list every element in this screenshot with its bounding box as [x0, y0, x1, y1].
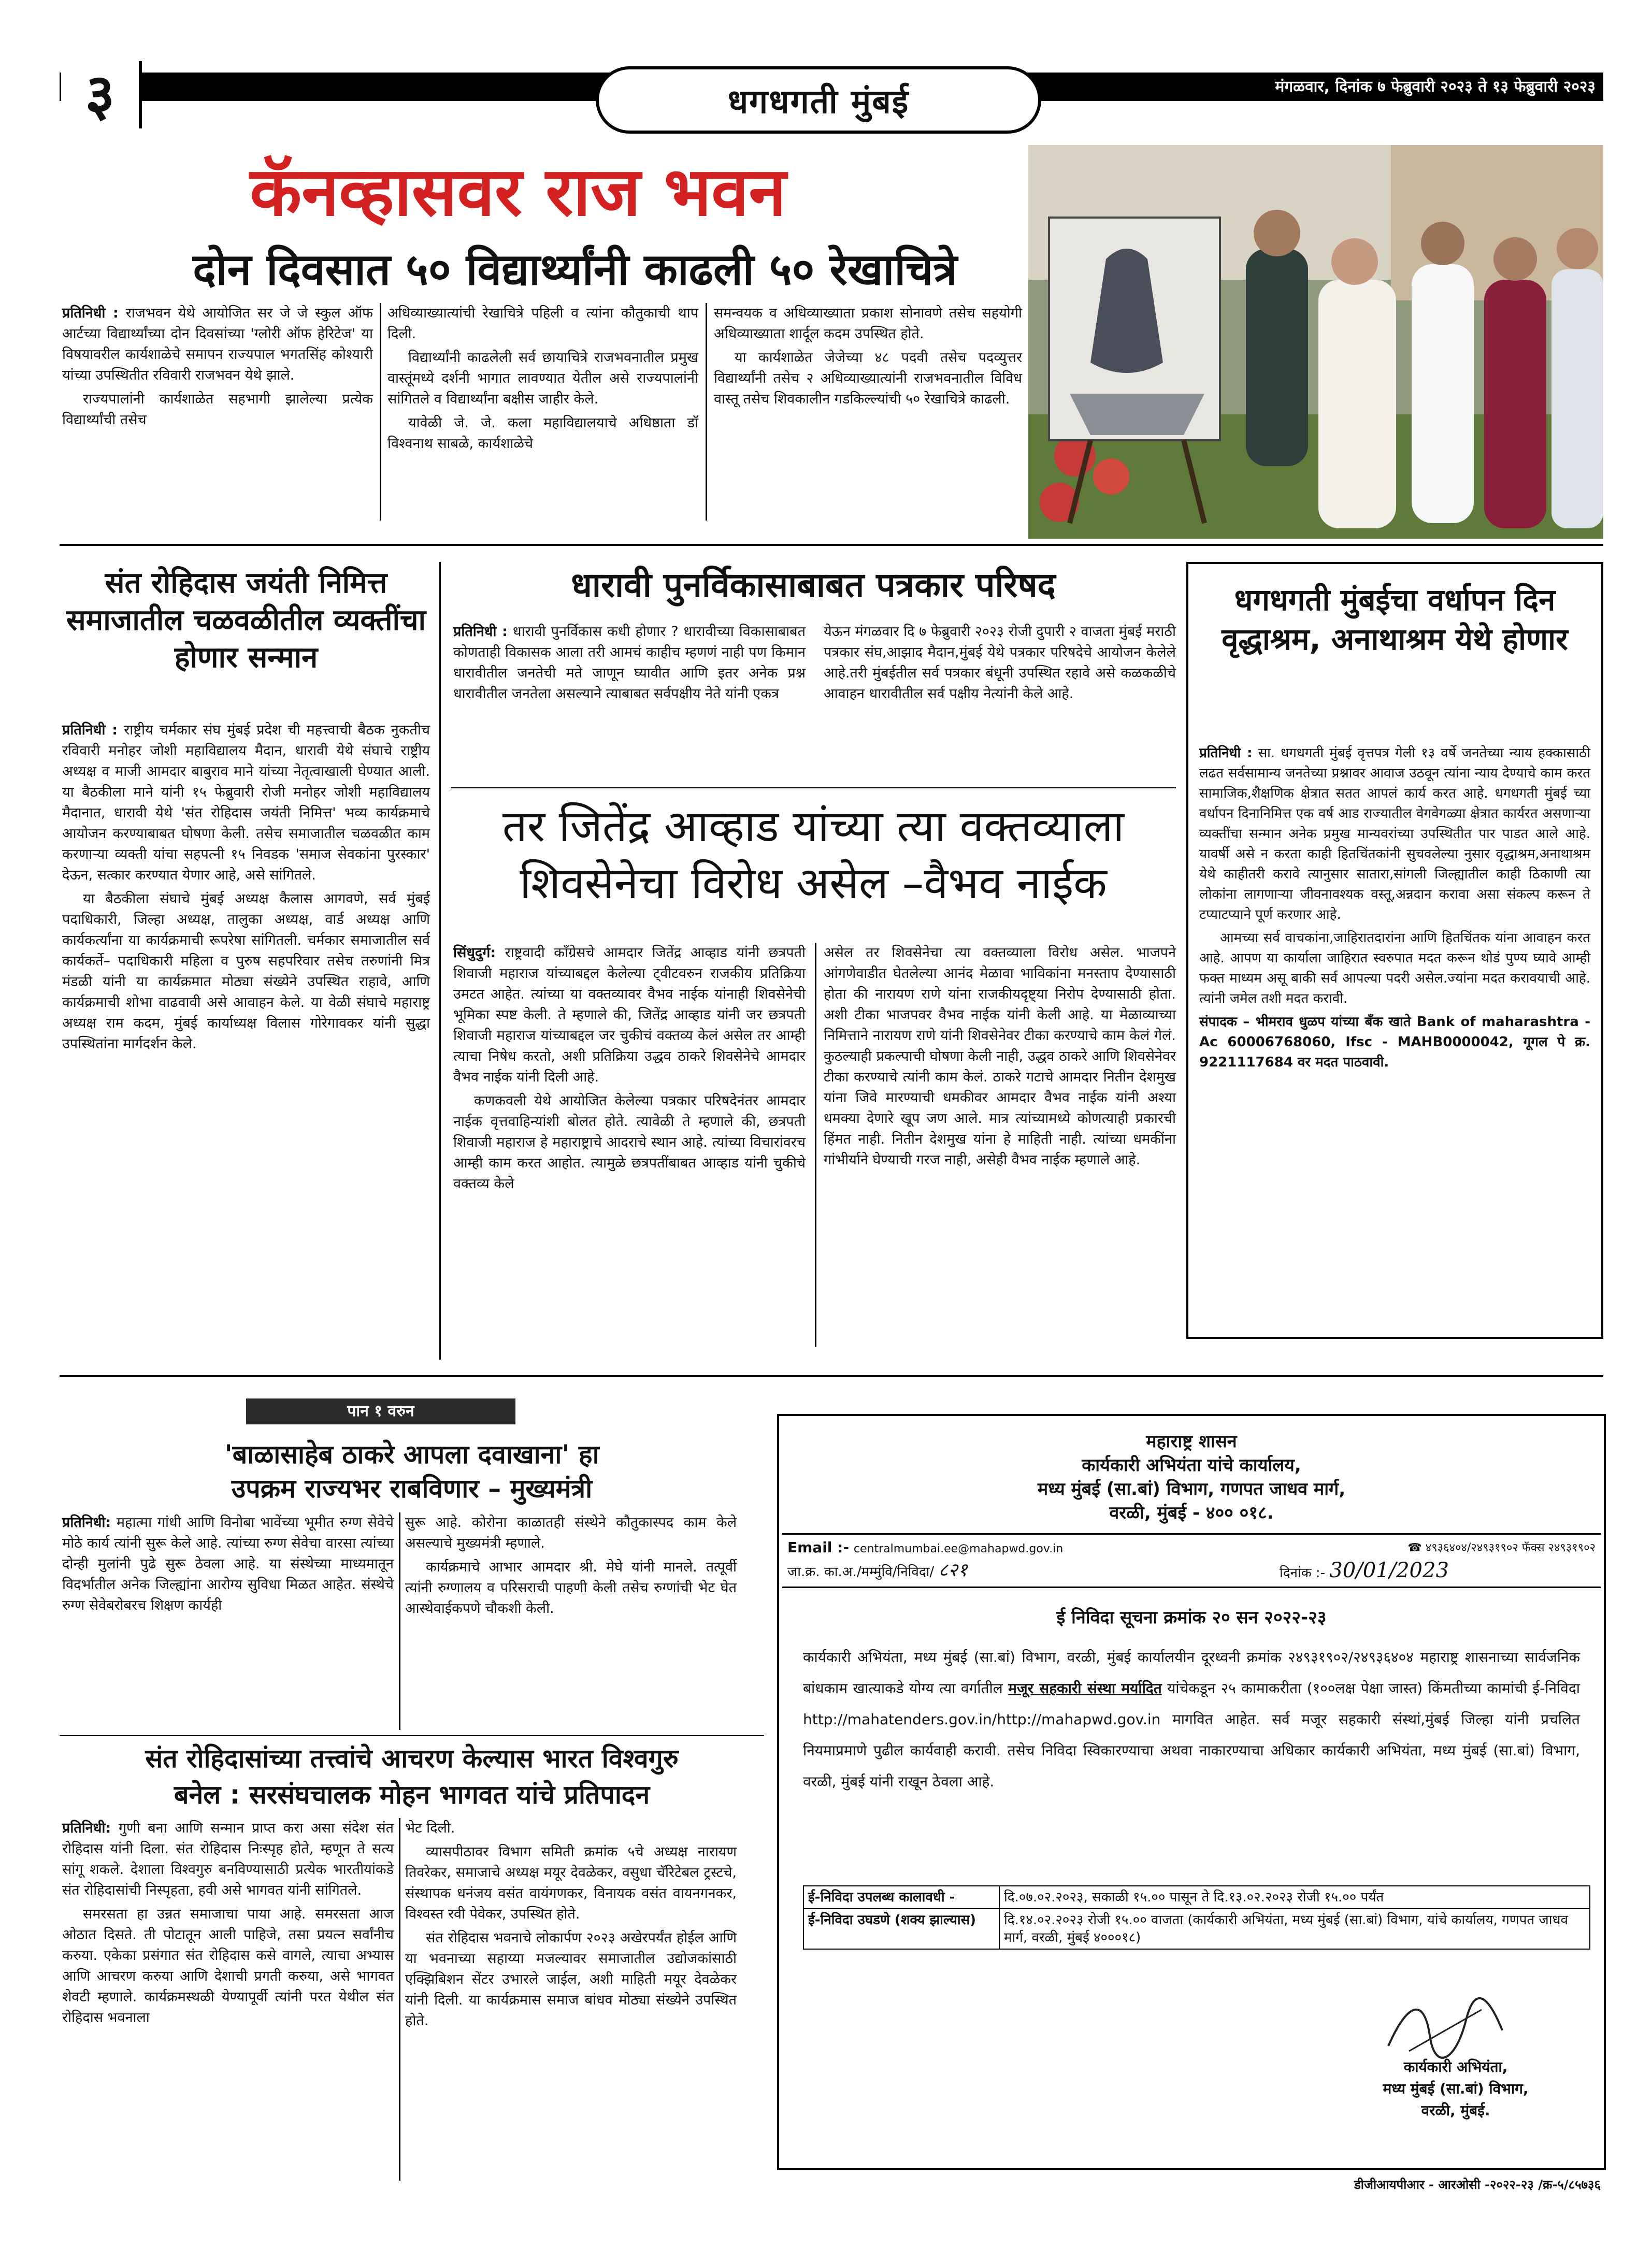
paragraph: संत रोहिदास भवनाचे लोकार्पण २०२३ अखेरपर्यंत होईल आणि या भवनाच्या सहाय्या मजल्यावर समाजातील उद्योजकांसाठी एक्झिबिशन सेंटर उभारले जाईल, अशी माहिती मयूर देवळेकर यांनी दिली. या कार्यक्रमास समाज बांधव मोठ्या संख्येने उपस्थित होते.	[405, 1930, 737, 2029]
tender-email-row	[787, 1537, 1254, 1560]
lead-photo	[1028, 145, 1603, 539]
bhagwat-column-2	[405, 1818, 737, 2035]
headline-line: तर जितेंद्र आव्हाड यांच्या त्या वक्तव्याला	[502, 801, 1125, 852]
email-address[interactable]: centralmumbai.ee@mahapwd.gov.in	[853, 1542, 1064, 1555]
paragraph: गुणी बना आणि सन्मान प्राप्त करा असा संदेश संत रोहिदास यांनी दिला. संत रोहिदास निःस्पृह होते, म्हणून ते सत्य सांगू शकले. देशाला विश्वगुरु बनविण्यासाठी प्रत्येक भारतीयांकडे संत रोहिदासांची निस्पृहता, हवी असे भागवत यांनी सांगितले.	[62, 1820, 394, 1898]
section-rule	[60, 1375, 1603, 1377]
issue-date: मंगळवार, दिनांक ७ फेब्रुवारी २०२३ ते १३ फेब्रुवारी २०२३	[1275, 78, 1596, 96]
tender-header-line: वरळी, मुंबई - ४०० ०१८.	[1109, 1503, 1274, 1523]
tender-body-text: मागवित आहेत. सर्व मजूर सहकारी संस्थां,मुंबई जिल्हा यांनी प्रचलित नियमाप्रमाणे पुढील कार्यवाही करावी. तसेच निविदा स्विकारण्याचा अथवा नाकारण्याचा अधिकार कार्यकारी अभियंता, मध्य मुंबई (सा.बां) विभाग, वरळी, मुंबई यांनी राखून ठेवला आहे.	[803, 1711, 1580, 1790]
paragraph: असेल तर शिवसेनेचा त्या वक्तव्याला विरोध असेल. भाजपने आंगणेवाडीत घेतलेल्या आनंद मेळावा भाविकांना मनस्ताप देण्यासाठी होता की नारायण राणे यांना राजकीयदृष्ट्या निरोप देण्यासाठी होता. अशी टीका भाजपवर वैभव नाईक यांनी केली आहे. या मेळाव्याच्या निमित्ताने नारायण राणे यांनी शिवसेनेवर टीका करण्याचे काम केलं गेलं. कुठल्याही प्रकल्पाची घोषणा केली नाही, उद्धव ठाकरे आणि शिवसेनेवर टीका करण्याचे त्यांनी काम केलं. ठाकरे गटाचे आमदार नितीन देशमुख यांना जिवे मारण्याची धमकीवर आमदार वैभव नाईक यांनी अश्या धमक्या देणारे खूप जण आले. मात्र त्यांच्यामध्ये कोणत्याही प्रकारची हिंमत नाही. नितीन देशमुख यांना हे माहिती नाही. त्यांच्या धमकींना गांभीर्याने घेण्याची गरज नाही, असेही वैभव नाईक म्हणाले आहे.	[824, 945, 1176, 1168]
tender-phone: ☎ ४९३६४०४/२४९३१९०२ फॅक्स २४९३१९०२	[1407, 1541, 1596, 1554]
signatory-line: वरळी, मुंबई.	[1421, 2102, 1490, 2119]
tender-body-highlight: मजूर सहकारी संस्था मर्यादित	[1008, 1680, 1162, 1697]
date-label: दिनांक :-	[1280, 1565, 1326, 1581]
headline-line: संत रोहिदासांच्या तत्त्वांचे आचरण केल्यास भारत विश्वगुरु	[145, 1743, 679, 1773]
paragraph: आमच्या सर्व वाचकांना,जाहिरातदारांना आणि हितचिंतक यांना आवाहन करत आहे. आपण या कार्याला जाहिरात स्वरुपात मदत करून थोडं पुण्य घ्यावे आम्ही फक्त माध्यम असू बाकी सर्व आपल्या पदरी असेल.ज्यांना मदत करावयाची आहे. त्यांनी जमेल तशी मदत करावी.	[1199, 930, 1590, 1006]
tender-body-text: यांचेकडून २५ कामाकरीता (१००लक्ष पेक्षा जास्त) किंमतीच्या कामांची ई-निविदा	[1167, 1680, 1580, 1697]
email-label: Email :-	[787, 1539, 849, 1556]
table-cell: ई-निविदा उपलब्ध कालावधी -	[803, 1886, 999, 1909]
awhad-headline	[451, 798, 1176, 912]
tender-header-line: मध्य मुंबई (सा.बां) विभाग, गणपत जाधव मार्ग,	[1037, 1479, 1346, 1499]
tender-signatory	[1326, 2056, 1585, 2122]
section-rule	[60, 544, 1603, 546]
ref-number: ८२१	[938, 1560, 968, 1581]
clinic-column-2	[405, 1512, 737, 1622]
byline: प्रतिनिधी:	[62, 1820, 111, 1836]
tender-ref-row	[787, 1560, 1254, 1582]
column-divider	[399, 1512, 400, 1730]
column-divider	[706, 303, 707, 521]
column-divider	[439, 562, 441, 1360]
paragraph: राजभवन येथे आयोजित सर जे जे स्कुल ऑफ आर्टच्या विद्यार्थ्यांच्या दोन दिवसांच्या 'ग्लोरी ऑफ हेरिटेज' या विषयावरील कार्यशाळेचे समापन राज्यपाल भगतसिंह कोश्यारी यांच्या उपस्थितीत रविवारी राजभवन येथे झाले.	[62, 305, 373, 383]
column-divider	[815, 943, 816, 1347]
clinic-column-1	[62, 1512, 394, 1619]
table-cell: दि.१४.०२.२०२३ रोजी १५.०० वाजता (कार्यकारी अभियंता, मध्य मुंबई (सा.बां) विभाग, यांचे कार्यालय, गणपत जाधव मार्ग, वरळी, मुंबई ४०००१८)	[999, 1909, 1590, 1949]
dharavi-headline: धारावी पुनर्विकासाबाबत पत्रकार परिषद	[571, 565, 1056, 605]
paragraph: विद्यार्थ्यांनी काढलेली सर्व छायाचित्रे राजभवनातील प्रमुख वास्तूंमध्ये दर्शनी भागात लावण्यात येतील असे राज्यपालांनी सांगितले व विद्यार्थ्यांना बक्षीस जाहीर केले.	[387, 350, 698, 407]
signatory-line: कार्यकारी अभियंता,	[1403, 2058, 1508, 2075]
lead-column-1	[62, 303, 373, 434]
rohidas-honour-body	[62, 720, 430, 1058]
paragraph: अधिव्याख्यात्यांची रेखाचित्रे पहिली व त्यांना कौतुकाची थाप दिली.	[387, 305, 698, 342]
dharavi-column-2	[824, 622, 1176, 708]
column-divider	[380, 303, 381, 521]
bhagwat-headline	[60, 1740, 764, 1813]
tender-notice-title: ई निविदा सूचना क्रमांक २० सन २०२२-२३	[1056, 1607, 1327, 1628]
paragraph: कणकवली येथे आयोजित केलेल्या पत्रकार परिषदेनंतर आमदार नाईक वृत्तवाहिन्यांशी बोलत होते. त्यावेळी ते म्हणाले की, छत्रपती शिवाजी महाराज हे महाराष्ट्राचे आदराचे स्थान आहे. त्यांच्या विचारांवरच आम्ही काम करत आहोत. त्यामुळे छत्रपतींबाबत आव्हाड यांनी चुकीचे वक्तव्य केले	[453, 1093, 806, 1192]
paragraph: व्यासपीठावर विभाग समिती क्रमांक ५चे अध्यक्ष नारायण तिवरेकर, समाजाचे अध्यक्ष मयूर देवळेकर, वसुधा चॅरिटेबल ट्रस्टचे, संस्थापक धनंजय वसंत वायंगणकर, विनायक वसंत वायनगनकर, विश्वस्त रवी पेवेकर, उपस्थित होते.	[405, 1844, 737, 1922]
table-row	[803, 1909, 1590, 1949]
tender-header-line: महाराष्ट्र शासन	[1146, 1431, 1237, 1452]
tender-footer-code: डीजीआयपीआर - आरओसी -२०२२-२३ /क्र-५/८५७३६	[1354, 2178, 1601, 2192]
section-rule	[451, 787, 1176, 788]
byline: प्रतिनिधी :	[453, 624, 508, 640]
headline-line: शिवसेनेचा विरोध असेल –वैभव नाईक	[520, 858, 1107, 909]
continued-from-tag: पान १ वरुन	[246, 1398, 515, 1424]
tender-body	[803, 1642, 1580, 1797]
paragraph: समरसता हा उन्नत समाजाचा पाया आहे. समरसता आज ओठात दिसते. ती पोटातून आली पाहिजे, तसा प्रयत्न सर्वांनीच करुया. एकेका प्रसंगात संत रोहिदास कसे वागले, त्याचा अभ्यास आणि आचरण करुया आणि देशाची प्रगती करुया, असे भागवत शेवटी म्हणाले. कार्यक्रमस्थळी येण्यापूर्वी त्यांनी परत येथील संत रोहिदास भवनाला	[62, 1906, 394, 2026]
tender-date-row	[1280, 1560, 1596, 1583]
awhad-column-2	[824, 943, 1176, 1174]
paragraph: राज्यपालांनी कार्यशाळेत सहभागी झालेल्या प्रत्येक विद्यार्थ्यांची तसेच	[62, 391, 373, 428]
tender-header	[782, 1430, 1601, 1525]
table-cell: ई-निविदा उघडणे (शक्य झाल्यास)	[803, 1909, 999, 1949]
paragraph: सा. धगधगती मुंबई वृत्तपत्र गेली १३ वर्षे जनतेच्या न्याय हक्कासाठी लढत सर्वसामान्य जनतेच्या प्रश्नावर आवाज उठवून त्यांना न्याय देण्याचे काम करत सामाजिक,शैक्षणिक क्षेत्रात सतत आपलं कार्य करत आहे. धगधगती मुंबई च्या वर्धापन दिनानिमित्त एक वर्ष आड राज्यातील वेगवेगळ्या क्षेत्रात कार्यरत असणाऱ्या व्यक्तींचा सन्मान अनेक प्रमुख मान्यवरांच्या उपस्थितीत पार पाडत आले आहे. यावर्षी असे न करता काही हितचिंतकांनी सुचवलेल्या नुसार वृद्धाश्रम,अनाथाश्रम येथे काहीतरी करावे त्यानुसार सातारा,सांगली जिल्ह्यातील काही ठिकाणी त्या लोकांना लागणाऱ्या जीवनावश्यक वस्तू,अन्नदान करावा असा संकल्प करून ते टप्याटप्याने पूर्ण करणार आहे.	[1199, 745, 1591, 922]
paragraph: राष्ट्रवादी काँग्रेसचे आमदार जितेंद्र आव्हाड यांनी छत्रपती शिवाजी महाराज यांच्याबद्दल केलेल्या ट्वीटवरुन राजकीय प्रतिक्रिया उमटत आहेत. त्यांच्या या वक्तव्यावर वैभव नाईक यांनाही शिवसेनेची भूमिका स्पष्ट केली. ते म्हणाले की, जितेंद्र आव्हाड यांनी जर छत्रपती शिवाजी महाराज यांच्याबद्दल जर चुकीचं वक्तव्य केलं असेल तर आम्ही त्याचा निषेध करतो, अशी प्रतिक्रिया उद्धव ठाकरे शिवसेनेचे आमदार वैभव नाईक यांनी दिली आहे.	[453, 945, 806, 1085]
headline-line: 'बाळासाहेब ठाकरे आपला दवाखाना' हा	[224, 1439, 599, 1469]
column-divider	[399, 1818, 400, 2181]
byline: प्रतिनिधी:	[62, 1515, 111, 1531]
byline: प्रतिनिधी :	[1199, 745, 1253, 761]
byline: प्रतिनिधी :	[62, 722, 118, 738]
tender-header-line: कार्यकारी अभियंता यांचे कार्यालय,	[1082, 1455, 1301, 1476]
table-cell: दि.०७.०२.२०२३, सकाळी १५.०० पासून ते दि.१३.०२.२०२३ रोजी १५.०० पर्यंत	[999, 1886, 1590, 1909]
headline-line: बनेल : सरसंघचालक मोहन भागवत यांचे प्रतिपादन	[174, 1780, 650, 1810]
byline: प्रतिनिधी :	[62, 305, 119, 321]
lead-subheadline: दोन दिवसात ५० विद्यार्थ्यांनी काढली ५० रेखाचित्रे	[193, 244, 957, 295]
paragraph: राष्ट्रीय चर्मकार संघ मुंबई प्रदेश ची महत्त्वाची बैठक नुकतीच रविवारी मनोहर जोशी महाविद्यालय मैदान, धारावी येथे संघाचे राष्ट्रीय अध्यक्ष व माजी आमदार बाबुराव माने यांच्या नेतृत्वाखाली घेण्यात आली. या बैठकीला माने यांनी १५ फेब्रुवारी रोजी मनोहर जोशी महाविद्यालय मैदानात, धारावी येथे 'संत रोहिदास जयंती निमित्त' भव्य कार्यक्रमाचे आयोजन करण्याबाबत घोषणा केली. तसेच समाजातील चळवळीत काम करणाऱ्या व्यक्ती यांचा सहपत्नी १५ निवडक 'समाज सेवकांना पुरस्कार' देऊन, सत्कार करण्यात येणार आहे, असे सांगितले.	[62, 722, 430, 883]
ref-label: जा.क्र. का.अ./मम्मुंवि/निविदा/	[787, 1564, 935, 1580]
byline: सिंधुदुर्ग:	[453, 945, 496, 961]
clinic-headline	[60, 1437, 764, 1506]
page-number: ३	[61, 61, 142, 128]
anniversary-headline: धगधगती मुंबईचा वर्धापन दिन वृद्धाश्रम, अनाथाश्रम येथे होणार	[1222, 582, 1568, 657]
bank-details: संपादक – भीमराव धुळप यांच्या बँक खाते Bank of maharashtra - Ac 60006768060, Ifsc - MAHB0000042, गूगल पे क्र. 9221117684 वर मदत पाठवावी.	[1199, 1014, 1590, 1070]
headline-line: उपक्रम राज्यभर राबविणार – मुख्यमंत्री	[231, 1474, 593, 1504]
table-row	[803, 1886, 1590, 1909]
paragraph: यावेळी जे. जे. कला महाविद्यालयाचे अधिष्ठाता डॉ विश्वनाथ साबळे, कार्यशाळेचे	[387, 415, 698, 452]
handwritten-date: 30/01/2023	[1329, 1559, 1449, 1582]
tender-body-text: कार्यकारी अभियंता, मध्य मुंबई (सा.बां) विभाग, वरळी, मुंबई कार्यालयीन दूरध्वनी क्रमांक २४९३१९०२/२४९३६४०४ महाराष्ट्र शासनाच्या सार्वजनिक बांधकाम खात्याकडे योग्य त्या वर्गातील	[803, 1649, 1580, 1697]
paragraph: धारावी पुनर्विकास कधी होणार ? धारावीच्या विकासाबाबत कोणताही विकासक आला तरी आमचं काहीच म्हणणं नाही पण किमान धारावीतील जनतेची मते जाणून घ्यावीत आणि इतर अनेक प्रश्न धारावीतील जनतेला असल्याने त्याबाबत सर्वपक्षीय नेते यांनी एकत्र	[453, 624, 806, 702]
logo-text: धगधगती मुंबई	[727, 82, 910, 121]
paragraph: समन्वयक व अधिव्याख्याता प्रकाश सोनावणे तसेच सहयोगी अधिव्याख्याता शार्दूल कदम उपस्थित होते.	[714, 305, 1022, 342]
awhad-column-1	[453, 943, 806, 1198]
paragraph: या बैठकीला संघाचे मुंबई अध्यक्ष कैलास आगवणे, सर्व मुंबई पदाधिकारी, जिल्हा अध्यक्ष, तालुका अध्यक्ष, वार्ड अध्यक्ष आणि कार्यकर्त्यांना या कार्यक्रमाची रूपरेषा सांगितली. चर्मकार समाजातील सर्व कार्यकर्ते– पदाधिकारी महिला व पुरुष सहपरिवार तसेच तरुणांनी मित्र मंडळी यांनी या कार्यक्रमात मोठ्या संख्येने उपस्थित राहावे, आणि कार्यक्रमाची शोभा वाढवावी असे आवाहन केले. या वेळी संघाचे महाराष्ट्र अध्यक्ष राम कदम, मुंबई कार्याध्यक्ष विलास गोरेगावकर यांनी सुद्धा उपस्थितांना मार्गदर्शन केले.	[62, 891, 430, 1052]
paragraph: या कार्यशाळेत जेजेच्या ४८ पदवी तसेच पदव्युत्तर विद्यार्थ्यांनी तसेच २ अधिव्याख्यात्यांनी राजभवनातील विविध वास्तू तसेच शिवकालीन गडकिल्ल्यांची ५० रेखाचित्रे काढली.	[714, 350, 1022, 407]
paragraph: सुरू आहे. कोरोना काळातही संस्थेने कौतुकास्पद काम केले असल्याचे मुख्यमंत्री म्हणाले.	[405, 1515, 737, 1551]
lead-column-3	[714, 303, 1022, 413]
section-rule	[60, 1735, 764, 1736]
lead-column-2	[387, 303, 698, 457]
newspaper-logo	[596, 66, 1041, 134]
signature-image	[1378, 1989, 1513, 2067]
signatory-line: मध्य मुंबई (सा.बां) विभाग,	[1383, 2080, 1529, 2097]
rohidas-honour-headline: संत रोहिदास जयंती निमित्त समाजातील चळवळीतील व्यक्तींचा होणार सन्मान	[66, 566, 426, 674]
tender-schedule-table	[803, 1885, 1590, 1950]
paragraph: महात्मा गांधी आणि विनोबा भावेंच्या भूमीत रुग्ण सेवेचे मोठे कार्य त्यांनी सुरू केले आहे. त्यांच्या रुग्ण सेवेचा वारसा त्यांच्या दोन्ही मुलांनी पुढे सुरू ठेवला आहे. या संस्थेच्या माध्यमातून विदर्भातील अनेक जिल्ह्यांना आरोग्य सुविधा मिळत आहेत. संस्थेचे रुग्ण सेवेबरोबरच शिक्षण कार्यही	[62, 1515, 394, 1613]
paragraph: कार्यक्रमाचे आभार आमदार श्री. मेघे यांनी मानले. तत्पूर्वी त्यांनी रुग्णालय व परिसराची पाहणी केली तसेच रुग्णांची भेट घेत आस्थेवाईकपणे चौकशी केली.	[405, 1559, 737, 1617]
lead-headline: कॅनव्हासवर राज भवन	[250, 152, 786, 231]
bhagwat-column-1	[62, 1818, 394, 2031]
paragraph: भेट दिली.	[405, 1820, 455, 1836]
anniversary-body	[1199, 743, 1590, 1076]
dharavi-column-1	[453, 622, 806, 708]
tender-url[interactable]: http://mahatenders.gov.in/http://mahapwd.gov.in	[803, 1711, 1161, 1728]
paragraph: येऊन मंगळवार दि ७ फेब्रुवारी २०२३ रोजी दुपारी २ वाजता मुंबई मराठी पत्रकार संघ,आझाद मैदान,मुंबई येथे पत्रकार परिषदेचे आयोजन केलेले आहे.तरी मुंबईतील सर्व पत्रकार बंधूनी उपस्थित रहावे असे कळकळीचे आवाहन धारावीतील सर्व पक्षीय नेत्यांनी केले आहे.	[824, 624, 1176, 702]
